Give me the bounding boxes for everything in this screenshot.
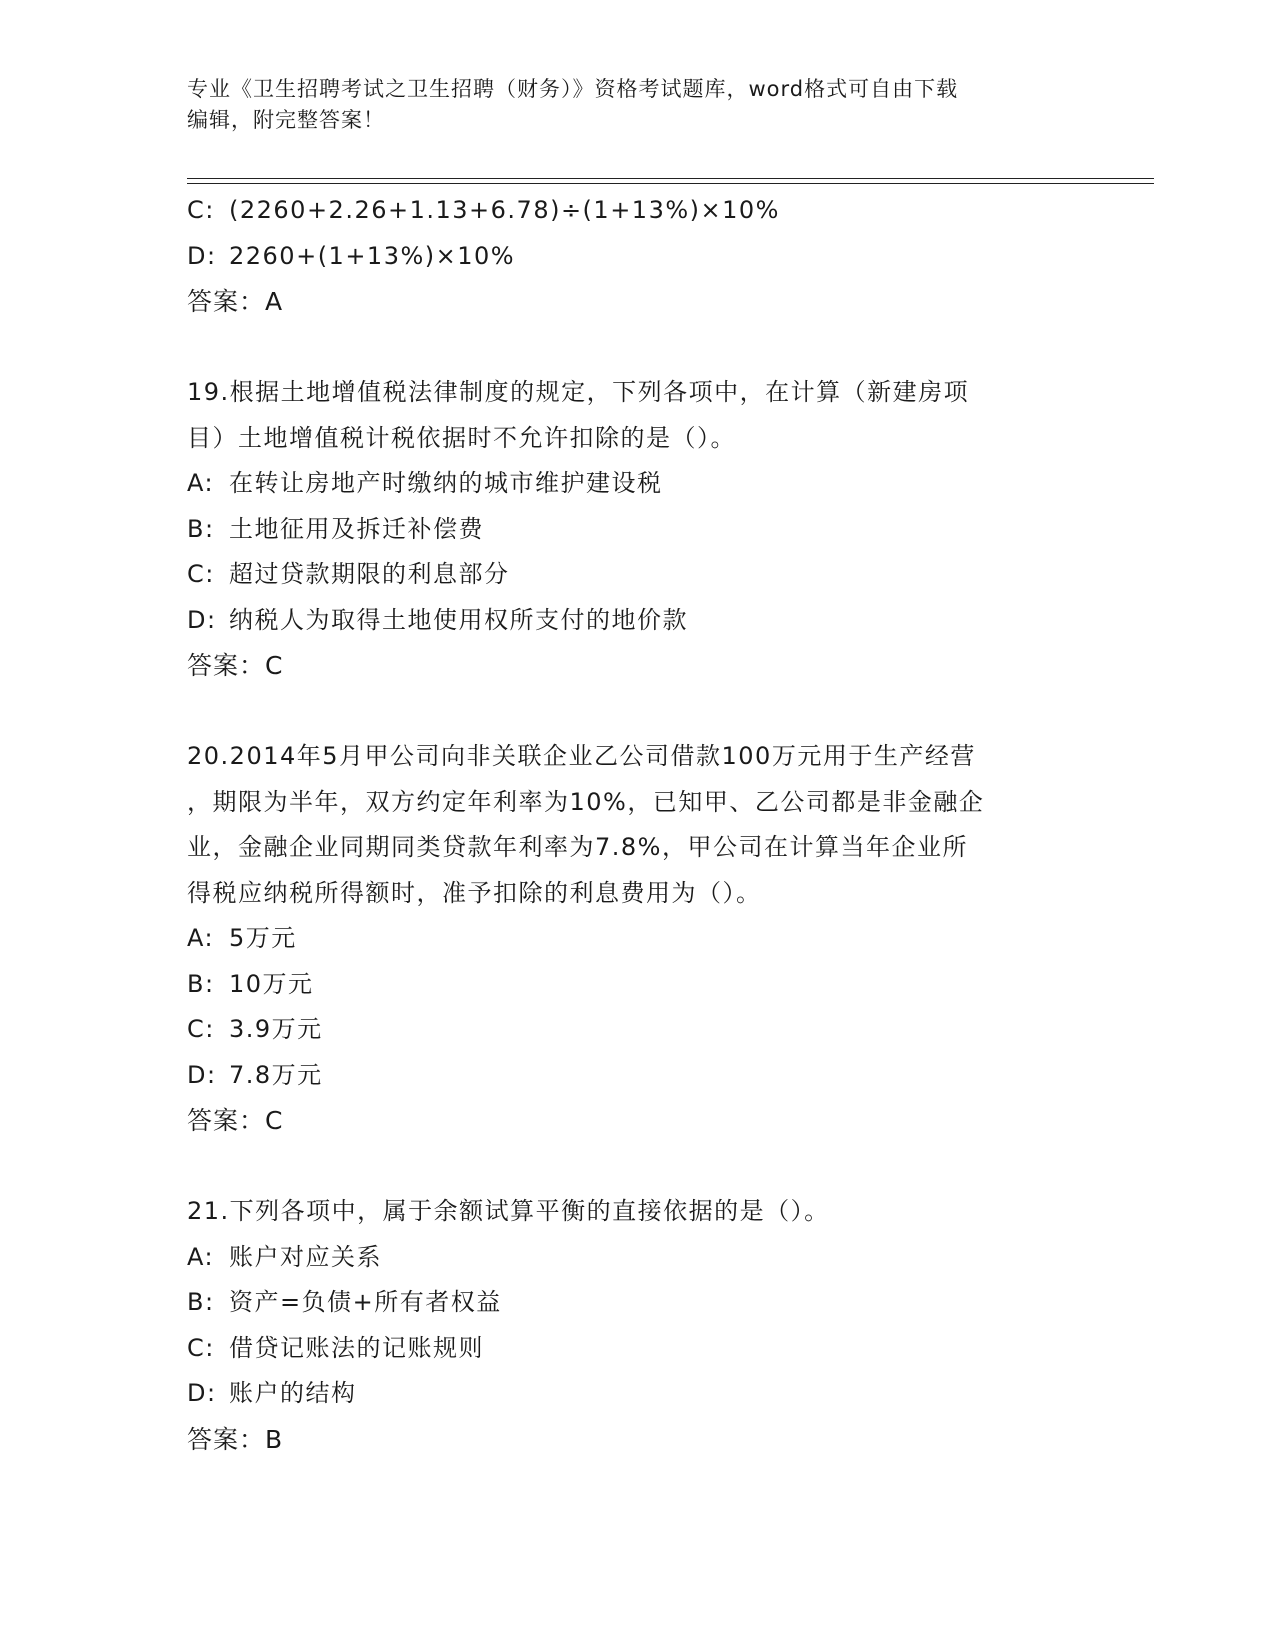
option-d <box>187 1053 1087 1099</box>
option-c <box>187 1007 1087 1053</box>
answer-line: 答案：C <box>187 1106 284 1135</box>
option-text: 土地征用及拆迁补偿费 <box>229 514 484 543</box>
option-letter: D: <box>187 241 217 270</box>
header-title-line-2: 编辑，附完整答案！ <box>187 108 385 132</box>
document-header <box>187 74 1087 136</box>
answer-line: 答案：B <box>187 1424 284 1454</box>
question-21 <box>187 1189 1087 1462</box>
question-text-line: 目）土地增值税计税依据时不允许扣除的是（）。 <box>187 423 736 452</box>
question-content <box>187 188 1087 1462</box>
option-text: 5万元 <box>229 924 297 952</box>
question-text-line: 21.下列各项中，属于余额试算平衡的直接依据的是（）。 <box>187 1197 830 1225</box>
option-letter: B: <box>187 1288 215 1316</box>
question-text-line: ，期限为半年，双方约定年利率为10%，已知甲、乙公司都是非金融企 <box>187 787 985 816</box>
question-19 <box>187 370 1087 689</box>
option-text: 账户对应关系 <box>229 1242 382 1271</box>
option-text: 3.9万元 <box>229 1015 323 1043</box>
option-d <box>187 598 1087 644</box>
option-letter: C: <box>187 1015 215 1043</box>
option-text: 纳税人为取得土地使用权所支付的地价款 <box>229 605 688 634</box>
question-text-line: 得税应纳税所得额时，准予扣除的利息费用为（）。 <box>187 878 762 907</box>
option-letter: A: <box>187 1242 215 1271</box>
option-text: 7.8万元 <box>229 1060 323 1089</box>
option-letter: B: <box>187 514 215 543</box>
option-text: 资产=负债+所有者权益 <box>229 1288 502 1316</box>
option-letter: D: <box>187 1379 217 1407</box>
answer-line: 答案：C <box>187 651 284 680</box>
option-a <box>187 461 1087 507</box>
prev-question-block <box>187 188 1087 325</box>
option-d <box>187 234 1087 280</box>
option-text: 10万元 <box>229 969 314 998</box>
option-letter: D: <box>187 1060 217 1089</box>
question-text-line: 20.2014年5月甲公司向非关联企业乙公司借款100万元用于生产经营 <box>187 742 976 770</box>
option-a <box>187 1235 1087 1281</box>
option-letter: C: <box>187 1333 215 1362</box>
header-divider-top <box>187 178 1154 179</box>
question-20 <box>187 734 1087 1144</box>
option-b <box>187 962 1087 1008</box>
question-text-line: 业，金融企业同期同类贷款年利率为7.8%，甲公司在计算当年企业所 <box>187 833 968 861</box>
option-letter: C: <box>187 196 215 224</box>
option-a <box>187 916 1087 962</box>
header-divider-bottom <box>187 183 1154 184</box>
option-text: 账户的结构 <box>229 1379 357 1407</box>
option-c <box>187 188 1087 234</box>
option-text: 2260+(1+13%)×10% <box>229 241 516 270</box>
answer-line: 答案：A <box>187 287 284 316</box>
option-c <box>187 1326 1087 1372</box>
option-b <box>187 507 1087 553</box>
option-letter: C: <box>187 560 215 588</box>
option-c <box>187 552 1087 598</box>
option-text: 在转让房地产时缴纳的城市维护建设税 <box>229 469 663 497</box>
option-text: 超过贷款期限的利息部分 <box>229 560 510 588</box>
option-text: (2260+2.26+1.13+6.78)÷(1+13%)×10% <box>229 196 780 224</box>
option-b <box>187 1280 1087 1326</box>
option-letter: A: <box>187 924 215 952</box>
option-letter: D: <box>187 605 217 634</box>
header-title-line-1: 专业《卫生招聘考试之卫生招聘（财务）》资格考试题库，word格式可自由下载 <box>187 77 959 101</box>
option-d <box>187 1371 1087 1417</box>
option-letter: A: <box>187 469 215 497</box>
question-text-line: 19.根据土地增值税法律制度的规定，下列各项中，在计算（新建房项 <box>187 378 970 406</box>
option-letter: B: <box>187 969 215 998</box>
option-text: 借贷记账法的记账规则 <box>229 1333 484 1362</box>
